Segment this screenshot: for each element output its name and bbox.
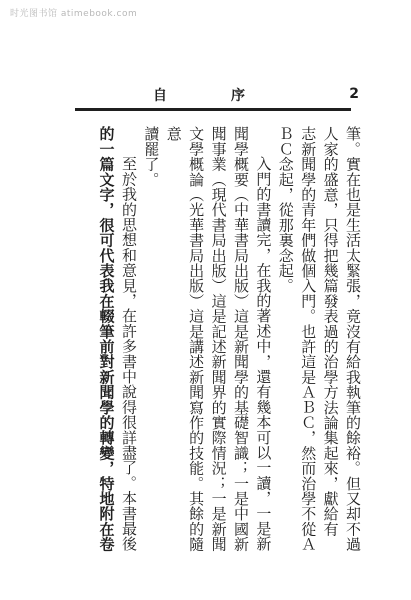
watermark: 时光图书馆 atimebook.com <box>10 9 138 19</box>
text-column: 筆。實在也是生活太緊張，竟沒有給我執筆的餘裕。但又却不過 <box>344 126 362 552</box>
section-title: 自序 <box>153 88 309 104</box>
header-rule <box>75 108 351 111</box>
text-column: 聞事業（現代書局出版）這是記述新聞界的實際情況；一是新聞 <box>209 126 228 552</box>
running-header <box>75 78 359 118</box>
text-column: 讀罷了。 <box>142 126 161 187</box>
text-column: 人家的盛意，只得把幾篇發表過的治學方法論集起來，獻給有 <box>321 126 340 537</box>
text-column: 志新聞學的青年們做個入門。也許這是ＡＢＣ，然而治學不從Ａ <box>299 126 318 552</box>
body-text <box>64 126 364 566</box>
page-number: 2 <box>349 86 359 102</box>
text-column: 文學概論（光華書局出版）這是講述新聞寫作的技能。其餘的隨意 <box>164 126 206 552</box>
text-column: ＢＣ念起，從那裏念起。 <box>276 126 295 294</box>
text-column: 至於我的思想和意見，在許多書中說得很詳盡了。本書最後 <box>119 156 138 552</box>
text-column: 聞學概要（中華書局出版）這是新聞學的基礎智識；一是中國新 <box>231 126 250 552</box>
text-column: 入門的書讀完，在我的著述中，還有幾本可以一讀，一是新 <box>254 156 273 552</box>
text-column: 的一篇文字，很可代表我在輟筆前對新聞學的轉變，特地附在卷 <box>97 126 116 552</box>
